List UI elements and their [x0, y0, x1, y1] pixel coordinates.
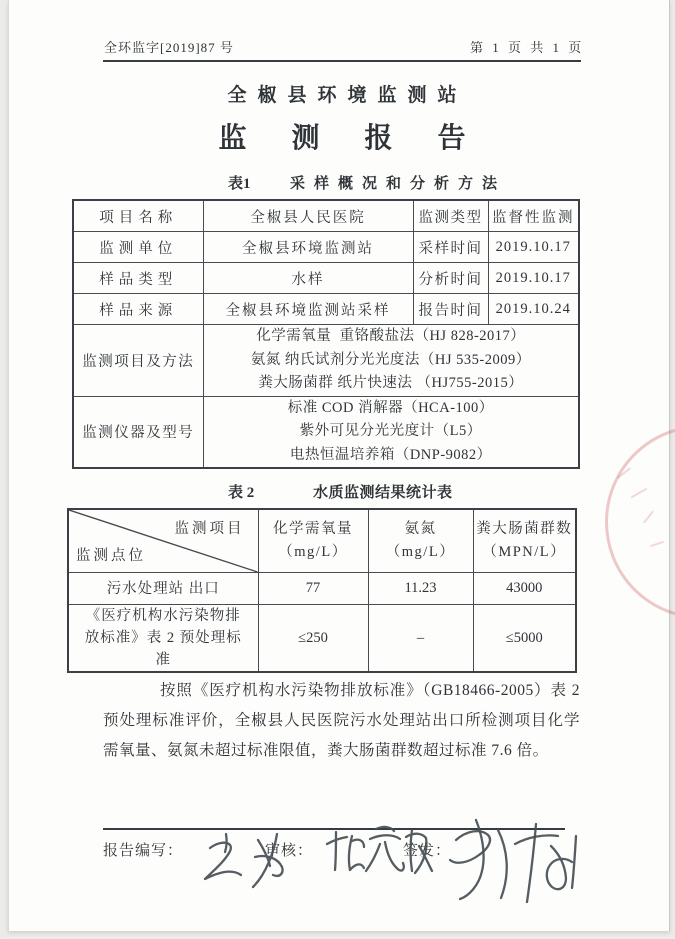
instrument-line: 电热恒温培养箱（DNP-9082）	[289, 446, 492, 463]
row-value: 全椒县环境监测站采样	[203, 294, 413, 325]
table-header-row	[68, 509, 576, 573]
table-row-methods	[73, 325, 579, 397]
page-indicator: 第 1 页 共 1 页	[470, 40, 583, 55]
doc-number: 全环监字[2019]87 号	[104, 40, 234, 55]
method-line: 氨氮 纳氏试剂分光光度法（HJ 535-2009）	[250, 351, 531, 368]
table1-caption-label: 表1	[228, 176, 251, 192]
value-cell-cod: 77	[258, 573, 368, 605]
value-cell-cod: ≤250	[258, 605, 368, 673]
reviewer-signature	[323, 820, 435, 886]
table1-caption-title: 采样概况和分析方法	[290, 176, 507, 192]
org-title: 全椒县环境监测站	[227, 85, 468, 106]
methods-cell	[203, 325, 579, 397]
row-value2: 2019.10.17	[488, 232, 579, 263]
conclusion-paragraph: 按照《医疗机构水污染物排放标准》（GB18466-2005）表 2 预处理标准评价，全椒县人民医院污水处理站出口所检测项目化学需氧量、氨氮未超过标准限值，粪大肠菌群数超过标准 7.6 倍。	[103, 682, 580, 759]
row-value2: 2019.10.24	[488, 294, 579, 325]
row-label: 项目名称	[73, 200, 203, 232]
table-row	[73, 294, 579, 325]
row-value2: 2019.10.17	[488, 263, 579, 294]
diagonal-label-top: 监测项目	[174, 521, 245, 537]
issuer-signature	[438, 808, 593, 913]
diagonal-label-bottom: 监测点位	[76, 548, 146, 564]
row-value: 水样	[203, 263, 413, 294]
sampling-overview-table	[72, 199, 580, 469]
row-value2: 监督性监测	[488, 200, 579, 232]
method-line: 粪大肠菌群 纸片快速法 （HJ755-2015）	[258, 375, 524, 391]
row-value: 全椒县环境监测站	[203, 232, 413, 263]
table-row	[73, 200, 579, 232]
column-header-nh3n: 氨氮 （mg/L）	[368, 509, 473, 573]
table-row-instruments	[73, 396, 579, 468]
row-label2: 报告时间	[413, 294, 488, 325]
column-header-coliform: 粪大肠菌群数 （MPN/L）	[473, 509, 576, 573]
column-header-cod: 化学需氧量 （mg/L）	[258, 509, 368, 573]
site-cell: 《医疗机构水污染物排放标准》表 2 预处理标准	[68, 605, 258, 673]
writer-signature	[196, 826, 296, 896]
table-row	[73, 232, 579, 263]
site-cell: 污水处理站 出口	[68, 573, 258, 605]
row-label: 监测单位	[73, 232, 203, 263]
instrument-line: 紫外可见分光光度计（L5）	[299, 423, 482, 439]
table-row	[68, 573, 576, 605]
row-label: 监测仪器及型号	[73, 396, 203, 468]
row-label: 样品来源	[73, 294, 203, 325]
instruments-cell	[203, 396, 579, 468]
row-label2: 分析时间	[413, 263, 488, 294]
report-title: 监 测 报 告	[218, 123, 482, 154]
reviewer-label: 审核：	[265, 843, 314, 859]
method-line: 化学需氧量 重铬酸盐法（HJ 828-2017）	[256, 328, 526, 344]
value-cell-nh3n: 11.23	[368, 573, 473, 605]
row-label2: 采样时间	[413, 232, 488, 263]
row-value: 全椒县人民医院	[203, 200, 413, 232]
instrument-line: 标准 COD 消解器（HCA-100）	[287, 399, 494, 416]
row-label: 样品类型	[73, 263, 203, 294]
writer-label: 报告编写：	[103, 843, 184, 859]
value-cell-coliform: ≤5000	[473, 605, 576, 673]
header-divider	[103, 60, 581, 62]
table2-caption-label: 表 2	[228, 485, 255, 501]
issuer-label: 签发：	[403, 843, 452, 859]
row-label: 监测项目及方法	[73, 325, 203, 397]
row-label2: 监测类型	[413, 200, 488, 232]
table2-caption-title: 水质监测结果统计表	[313, 485, 453, 501]
value-cell-coliform: 43000	[473, 573, 576, 605]
results-table	[67, 508, 577, 673]
value-cell-nh3n: –	[368, 605, 473, 673]
diagonal-header-cell	[68, 509, 258, 573]
table-row	[68, 605, 576, 673]
table-row	[73, 263, 579, 294]
